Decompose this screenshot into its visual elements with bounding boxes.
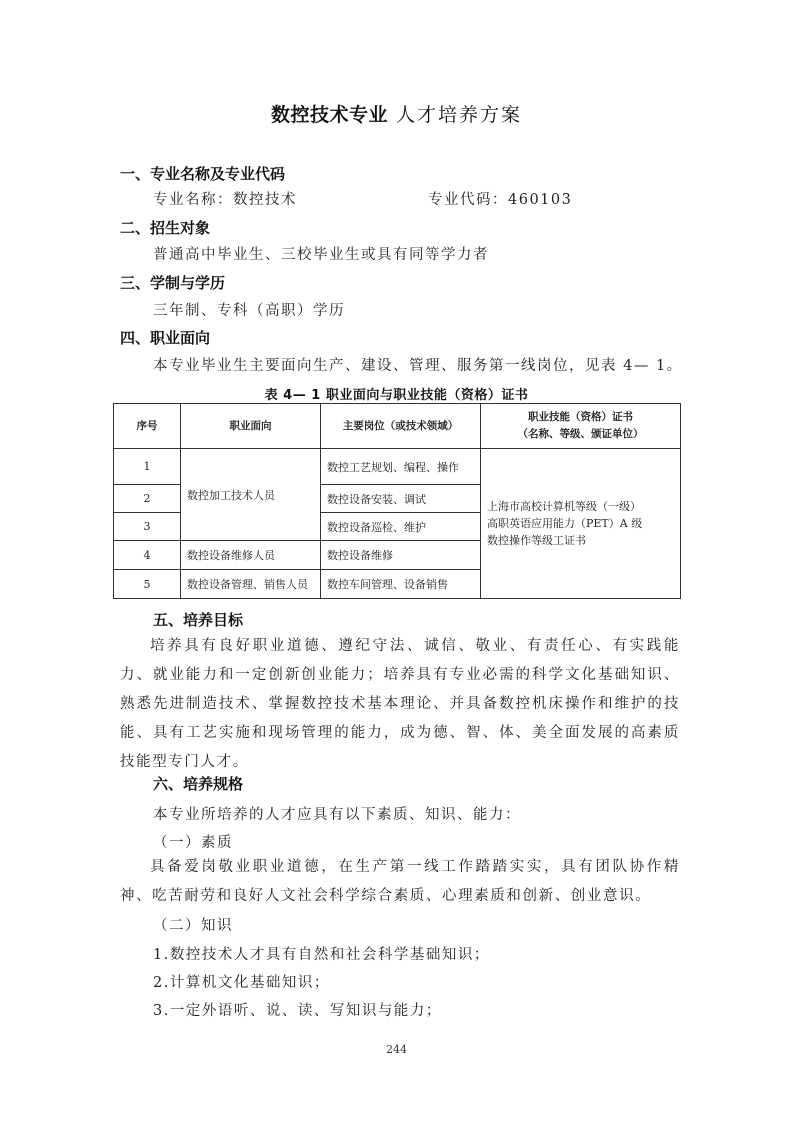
header-post: 主要岗位（或技术领域）: [321, 404, 481, 449]
section-5-heading: 五、培养目标: [153, 611, 244, 629]
row-no: 5: [114, 570, 181, 599]
training-goal-text: 培养具有良好职业道德、遵纪守法、诚信、敬业、有责任心、有实践能力、就业能力和一定创新创业能力；培养具有专业必需的科学文化基础知识、熟悉先进制造技术、掌握数控技术基本理论、并具备数控机床操作和维护的技能、具有工艺实施和现场管理的能力，成为德、智、体、美全面发展的高素质技能型专门人才。: [120, 638, 680, 770]
table-caption: 表 4— 1 职业面向与职业技能（资格）证书: [264, 388, 529, 403]
career-orientation-text: 本专业毕业生主要面向生产、建设、管理、服务第一线岗位，见表 4— 1。: [153, 358, 683, 374]
knowledge-item: 2.计算机文化基础知识；: [153, 975, 330, 991]
header-cert: [481, 404, 681, 449]
section-2-heading: 二、招生对象: [120, 219, 211, 237]
spec-intro: 本专业所培养的人才应具有以下素质、知识、能力：: [153, 807, 521, 823]
header-cert-line2: （名称、等级、颁证单位）: [517, 428, 644, 440]
knowledge-item: 3.一定外语听、说、读、写知识与能力；: [153, 1003, 442, 1019]
title-sub: 人才培养方案: [396, 104, 523, 126]
row-post: 数控设备安装、调试: [321, 485, 481, 513]
row-job: 数控设备维修人员: [181, 541, 321, 570]
education-system: 三年制、专科（高职）学历: [153, 303, 345, 319]
certificates-cell: [481, 449, 681, 599]
row-post: 数控车间管理、设备销售: [321, 570, 481, 599]
section-4-heading: 四、职业面向: [120, 329, 211, 347]
career-table: [113, 403, 681, 599]
certificate-item: 数控操作等级工证书: [487, 534, 586, 547]
row-no: 3: [114, 513, 181, 541]
sub-heading-quality: （一）素质: [153, 835, 233, 851]
page-title: [0, 100, 793, 127]
certificate-item: 高职英语应用能力（PET）A 级: [487, 517, 643, 530]
row-job: 数控设备管理、销售人员: [181, 570, 321, 599]
quality-text: 具备爱岗敬业职业道德，在生产第一线工作踏踏实实，具有团队协作精神、吃苦耐劳和良好人文社会科学综合素质、心理素质和创新、创业意识。: [120, 859, 680, 904]
row-no: 2: [114, 485, 181, 513]
row-no: 4: [114, 541, 181, 570]
sub-heading-knowledge: （二）知识: [153, 918, 233, 934]
header-no: 序号: [114, 404, 181, 449]
section-1-heading: 一、专业名称及专业代码: [120, 165, 286, 183]
row-post: 数控设备维修: [321, 541, 481, 570]
section-6-heading: 六、培养规格: [153, 775, 244, 793]
table-header-row: [114, 404, 681, 449]
row-no: 1: [114, 449, 181, 485]
major-code: 专业代码：460103: [428, 192, 573, 208]
header-cert-line1: 职业技能（资格）证书: [528, 411, 633, 423]
header-job: 职业面向: [181, 404, 321, 449]
row-post: 数控工艺规划、编程、操作: [321, 449, 481, 485]
certificate-item: 上海市高校计算机等级（一级）: [487, 500, 641, 513]
job-merged-cell: 数控加工技术人员: [181, 449, 321, 541]
knowledge-item: 1.数控技术人才具有自然和社会科学基础知识；: [153, 947, 490, 963]
section-3-heading: 三、学制与学历: [120, 274, 226, 292]
enrollment-target: 普通高中毕业生、三校毕业生或具有同等学力者: [153, 247, 489, 263]
major-name: 专业名称：数控技术: [153, 192, 297, 208]
title-main: 数控技术专业: [270, 104, 388, 126]
table-row: [114, 449, 681, 485]
row-post: 数控设备巡检、维护: [321, 513, 481, 541]
page-number: 244: [386, 1043, 407, 1056]
